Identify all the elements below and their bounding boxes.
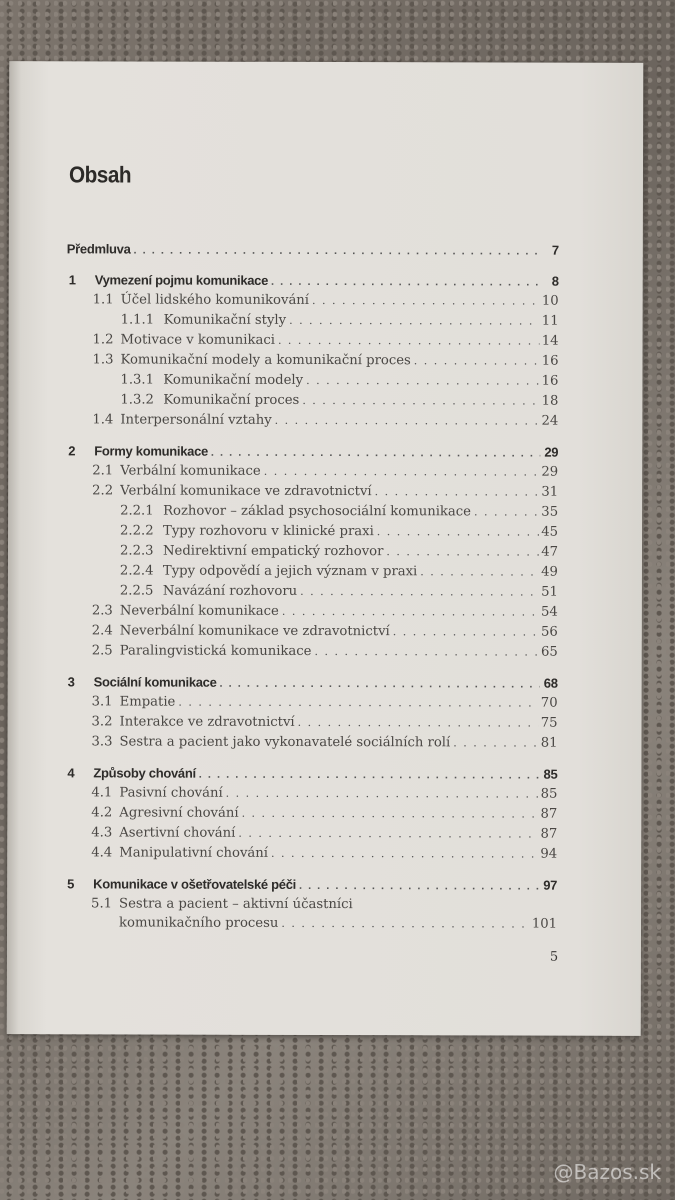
- toc-entry-number: 1.3.2: [120, 392, 154, 408]
- dot-leader: [211, 447, 540, 460]
- dot-leader: [393, 625, 539, 638]
- toc-entry-number: 3.2: [91, 714, 113, 730]
- toc-entry-title: Komunikační styly: [163, 312, 287, 328]
- toc-entry-title: Asertivní chování: [119, 825, 236, 841]
- toc-entry-page: 75: [540, 715, 558, 731]
- toc-entry: [65, 876, 557, 897]
- toc-entry-number: 2.2.4: [119, 563, 154, 579]
- toc-entry: [66, 583, 558, 604]
- toc-entry-page: 101: [531, 916, 558, 932]
- toc-entry-title: Předmluva: [66, 241, 131, 257]
- toc-entry-page: 85: [543, 766, 558, 782]
- toc-entry-title: Agresivní chování: [119, 805, 239, 821]
- toc-entry-title: Komunikace v ošetřovatelské péči: [93, 876, 296, 892]
- toc-entry-title: Interpersonální vztahy: [120, 412, 272, 428]
- toc-entry-number: 2.3: [91, 603, 113, 619]
- toc-entry-number: 5: [67, 876, 75, 892]
- table-of-contents: [65, 241, 559, 936]
- toc-entry-title: Způsoby chování: [93, 765, 196, 781]
- dot-leader: [282, 605, 539, 619]
- dot-leader: [242, 807, 539, 821]
- toc-entry: [67, 332, 559, 353]
- page-number: 5: [549, 949, 559, 965]
- toc-entry-title: Paralingvistická komunikace: [119, 643, 312, 659]
- toc-entry-title: Sociální komunikace: [93, 674, 217, 690]
- toc-entry-page: 54: [541, 604, 558, 620]
- toc-entry: [65, 825, 557, 846]
- toc-entry-number: 2.2: [92, 483, 114, 499]
- toc-entry-title: Typy odpovědí a jejich význam v praxi: [162, 563, 418, 580]
- page-title: Obsah: [68, 161, 132, 188]
- dot-leader: [281, 917, 530, 931]
- toc-entry-title: Manipulativní chování: [119, 845, 269, 861]
- toc-entry-page: 35: [541, 504, 559, 520]
- toc-entry: [66, 372, 558, 393]
- toc-entry: [67, 312, 559, 333]
- toc-entry: [66, 443, 558, 464]
- toc-entry-number: 4.4: [91, 845, 113, 861]
- toc-entry: [66, 603, 558, 624]
- dot-leader: [306, 374, 540, 388]
- toc-entry-number: 2: [68, 443, 76, 459]
- toc-entry-number: 1.1.1: [120, 312, 155, 328]
- toc-entry: [66, 392, 558, 413]
- toc-entry: [66, 674, 558, 695]
- dot-leader: [298, 716, 539, 730]
- toc-entry: [66, 412, 558, 433]
- toc-entry-number: 2.2.5: [119, 583, 154, 599]
- toc-entry-title: Rozhovor – základ psychosociální komunikace: [163, 503, 472, 520]
- toc-entry-page: 18: [541, 393, 559, 409]
- toc-entry-title: Verbální komunikace: [120, 463, 261, 479]
- dot-leader: [271, 276, 541, 289]
- toc-entry-page: 51: [541, 584, 558, 600]
- toc-entry-number: 3: [67, 674, 75, 690]
- book-page: [7, 61, 644, 1036]
- toc-entry: [66, 623, 558, 644]
- dot-leader: [226, 787, 539, 801]
- toc-entry-page: 24: [541, 413, 559, 429]
- dot-leader: [220, 678, 540, 691]
- toc-entry-page: 29: [541, 464, 559, 480]
- toc-entry: [65, 845, 557, 866]
- toc-entry: [65, 765, 557, 786]
- dot-leader: [299, 880, 539, 893]
- toc-entry: [66, 483, 558, 504]
- dot-leader: [178, 696, 538, 710]
- toc-entry-number: 3.3: [91, 734, 113, 750]
- dot-leader: [264, 465, 540, 479]
- toc-entry-number: 1.2: [92, 332, 114, 348]
- toc-entry-number: 1.3.1: [120, 372, 155, 388]
- toc-entry-continued: [65, 915, 557, 936]
- toc-entry-page: 16: [541, 373, 559, 389]
- toc-entry-page: 56: [540, 624, 558, 640]
- toc-entry-title: Nedirektivní empatický rozhovor: [162, 543, 384, 560]
- toc-entry-number: 1.4: [92, 412, 114, 428]
- dot-leader: [474, 505, 539, 518]
- dot-leader: [453, 736, 538, 749]
- dot-leader: [420, 565, 539, 578]
- toc-entry-number: 2.4: [91, 623, 113, 639]
- toc-entry-page: 31: [541, 484, 559, 500]
- toc-entry-title: Komunikační modely a komunikační proces: [120, 352, 411, 369]
- dot-leader: [275, 414, 540, 428]
- toc-entry-number: 2.2.1: [120, 503, 154, 519]
- toc-entry-number: 5.1: [91, 896, 113, 912]
- dot-leader: [386, 545, 539, 558]
- toc-entry-number: 4.3: [91, 825, 113, 841]
- toc-entry-title: Komunikační modely: [163, 372, 304, 388]
- toc-entry: [67, 241, 559, 262]
- toc-entry: [66, 543, 558, 564]
- toc-entry-page: 87: [540, 806, 558, 822]
- toc-entry-title: Komunikační proces: [163, 392, 300, 408]
- toc-entry-number: 4.2: [91, 805, 113, 821]
- toc-entry: [65, 896, 557, 916]
- toc-entry-page: 10: [541, 293, 559, 309]
- toc-entry: [65, 805, 557, 826]
- toc-entry: [65, 734, 557, 755]
- toc-entry: [66, 563, 558, 584]
- toc-entry-number: 2.5: [91, 643, 113, 659]
- toc-entry-title: Formy komunikace: [94, 443, 208, 459]
- toc-entry-title: komunikačního procesu: [118, 915, 279, 931]
- toc-entry-number: 4.1: [91, 785, 113, 801]
- toc-entry-page: 68: [543, 675, 558, 691]
- toc-entry-title: Neverbální komunikace ve zdravotnictví: [119, 623, 390, 640]
- watermark: @Bazos.sk: [553, 1160, 661, 1184]
- toc-entry-page: 65: [540, 644, 558, 660]
- toc-entry-page: 81: [540, 735, 558, 751]
- toc-entry-page: 8: [551, 273, 559, 289]
- toc-entry-page: 94: [540, 846, 558, 862]
- toc-entry: [66, 503, 558, 524]
- dot-leader: [377, 525, 540, 538]
- toc-entry-title: Sestra a pacient jako vykonavatelé sociálních rolí: [119, 734, 451, 751]
- toc-entry: [66, 523, 558, 544]
- toc-entry-page: 49: [541, 564, 558, 580]
- toc-entry: [65, 785, 557, 806]
- toc-entry: [67, 272, 559, 293]
- toc-entry-number: 1.1: [92, 292, 114, 308]
- toc-entry-title: Verbální komunikace ve zdravotnictví: [120, 483, 372, 500]
- dot-leader: [414, 354, 540, 367]
- toc-entry: [66, 694, 558, 715]
- toc-entry-title: Navázání rozhovoru: [162, 583, 298, 599]
- toc-entry: [66, 463, 558, 484]
- toc-entry: [67, 292, 559, 313]
- toc-entry-page: 14: [541, 333, 559, 349]
- toc-entry-title: Sestra a pacient – aktivní účastníci: [119, 896, 353, 913]
- toc-entry-page: 16: [541, 353, 559, 369]
- toc-entry-page: 85: [540, 786, 558, 802]
- dot-leader: [289, 314, 540, 328]
- toc-entry-title: Účel lidského komunikování: [120, 292, 310, 308]
- toc-entry: [66, 352, 558, 373]
- toc-entry-title: Typy rozhovoru v klinické praxi: [163, 523, 374, 540]
- toc-entry: [66, 643, 558, 664]
- toc-entry-page: 11: [541, 313, 559, 329]
- toc-entry: [66, 714, 558, 735]
- dot-leader: [314, 645, 539, 659]
- dot-leader: [278, 334, 540, 348]
- dot-leader: [199, 769, 540, 782]
- dot-leader: [375, 485, 540, 498]
- toc-entry-title: Neverbální komunikace: [119, 603, 279, 619]
- toc-entry-page: 29: [544, 444, 559, 460]
- dot-leader: [238, 827, 538, 841]
- toc-entry-title: Pasivní chování: [119, 785, 223, 801]
- toc-entry-page: 97: [543, 877, 558, 893]
- toc-entry-number: 4: [67, 765, 75, 781]
- toc-entry-page: 7: [551, 242, 559, 258]
- dot-leader: [312, 294, 540, 308]
- dot-leader: [300, 585, 539, 599]
- toc-entry-number: 2.2.3: [119, 543, 154, 559]
- toc-entry-number: 2.2.2: [120, 523, 154, 539]
- toc-entry-title: Empatie: [119, 694, 176, 710]
- toc-entry-page: 87: [540, 826, 558, 842]
- toc-entry-number: 1: [68, 272, 76, 288]
- toc-entry-page: 70: [540, 695, 558, 711]
- toc-entry-number: 3.1: [91, 694, 113, 710]
- dot-leader: [302, 394, 539, 408]
- toc-entry-number: 2.1: [92, 463, 114, 479]
- toc-entry-title: Interakce ve zdravotnictví: [119, 714, 295, 730]
- toc-entry-title: Motivace v komunikaci: [120, 332, 275, 348]
- toc-entry-number: 1.3: [92, 352, 114, 368]
- dot-leader: [271, 847, 538, 861]
- dot-leader: [134, 244, 541, 257]
- toc-entry-page: 45: [541, 524, 559, 540]
- toc-entry-page: 47: [541, 544, 559, 560]
- toc-entry-title: Vymezení pojmu komunikace: [94, 272, 269, 288]
